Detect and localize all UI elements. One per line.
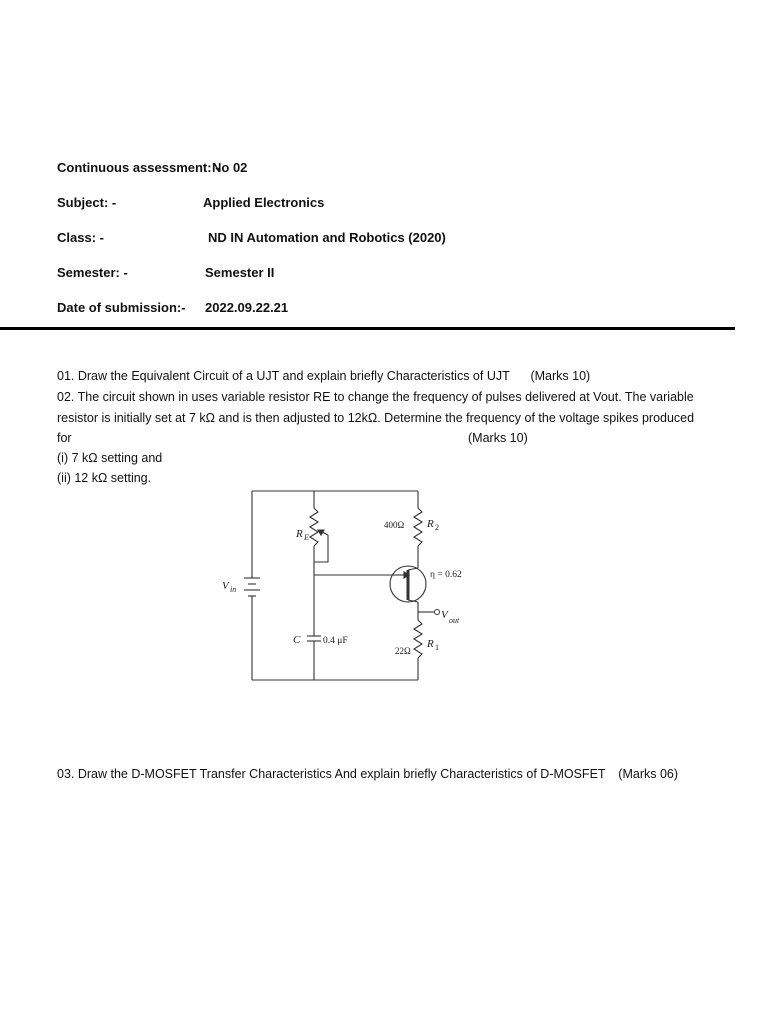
semester-value: Semester II xyxy=(205,265,275,280)
eta-label: η = 0.62 xyxy=(430,570,462,580)
subject-value: Applied Electronics xyxy=(203,195,325,210)
vin-subscript: in xyxy=(230,585,237,594)
question-3-marks: (Marks 06) xyxy=(618,767,679,781)
date-label: Date of submission:- xyxy=(57,300,186,315)
vout-subscript: out xyxy=(449,616,460,625)
r2-label: R xyxy=(427,518,434,530)
question-2-line-3: for xyxy=(57,431,72,445)
r2-subscript: 2 xyxy=(435,523,439,532)
question-2-part-ii: (ii) 12 kΩ setting. xyxy=(57,471,152,485)
question-1-text: 01. Draw the Equivalent Circuit of a UJT and explain briefly Characteristics of UJT xyxy=(57,369,510,383)
question-2-marks: (Marks 10) xyxy=(468,431,528,445)
class-value: ND IN Automation and Robotics (2020) xyxy=(208,230,446,245)
class-label: Class: - xyxy=(57,230,104,245)
vout-label: V xyxy=(441,609,448,621)
question-2-line-2: resistor is initially set at 7 kΩ and is then adjusted to 12kΩ. Determine the frequency of the voltage spikes produced xyxy=(57,411,695,425)
date-value: 2022.09.22.21 xyxy=(205,300,289,315)
question-1-marks: (Marks 10) xyxy=(530,369,591,383)
assessment-value: No 02 xyxy=(212,160,248,175)
r1-subscript: 1 xyxy=(435,643,439,652)
r1-value: 22Ω xyxy=(395,646,411,656)
capacitor-label: C xyxy=(293,634,301,646)
question-3-text: 03. Draw the D-MOSFET Transfer Characteristics And explain briefly Characteristics of D-MOSFET xyxy=(57,767,606,781)
re-label: R xyxy=(296,528,303,540)
capacitor-value: 0.4 μF xyxy=(323,636,348,646)
r1-label: R xyxy=(427,638,434,650)
question-2-line-1: 02. The circuit shown in uses variable resistor RE to change the frequency of pulses delivered at Vout. The variable xyxy=(57,390,694,404)
assessment-label: Continuous assessment: - xyxy=(57,160,220,175)
vin-label: V xyxy=(222,580,229,592)
r2-value: 400Ω xyxy=(384,520,405,530)
semester-label: Semester: - xyxy=(57,265,128,280)
question-3 xyxy=(57,767,678,781)
subject-label: Subject: - xyxy=(57,195,117,210)
question-2-part-i: (i) 7 kΩ setting and xyxy=(57,451,163,465)
re-subscript: E xyxy=(304,533,309,542)
